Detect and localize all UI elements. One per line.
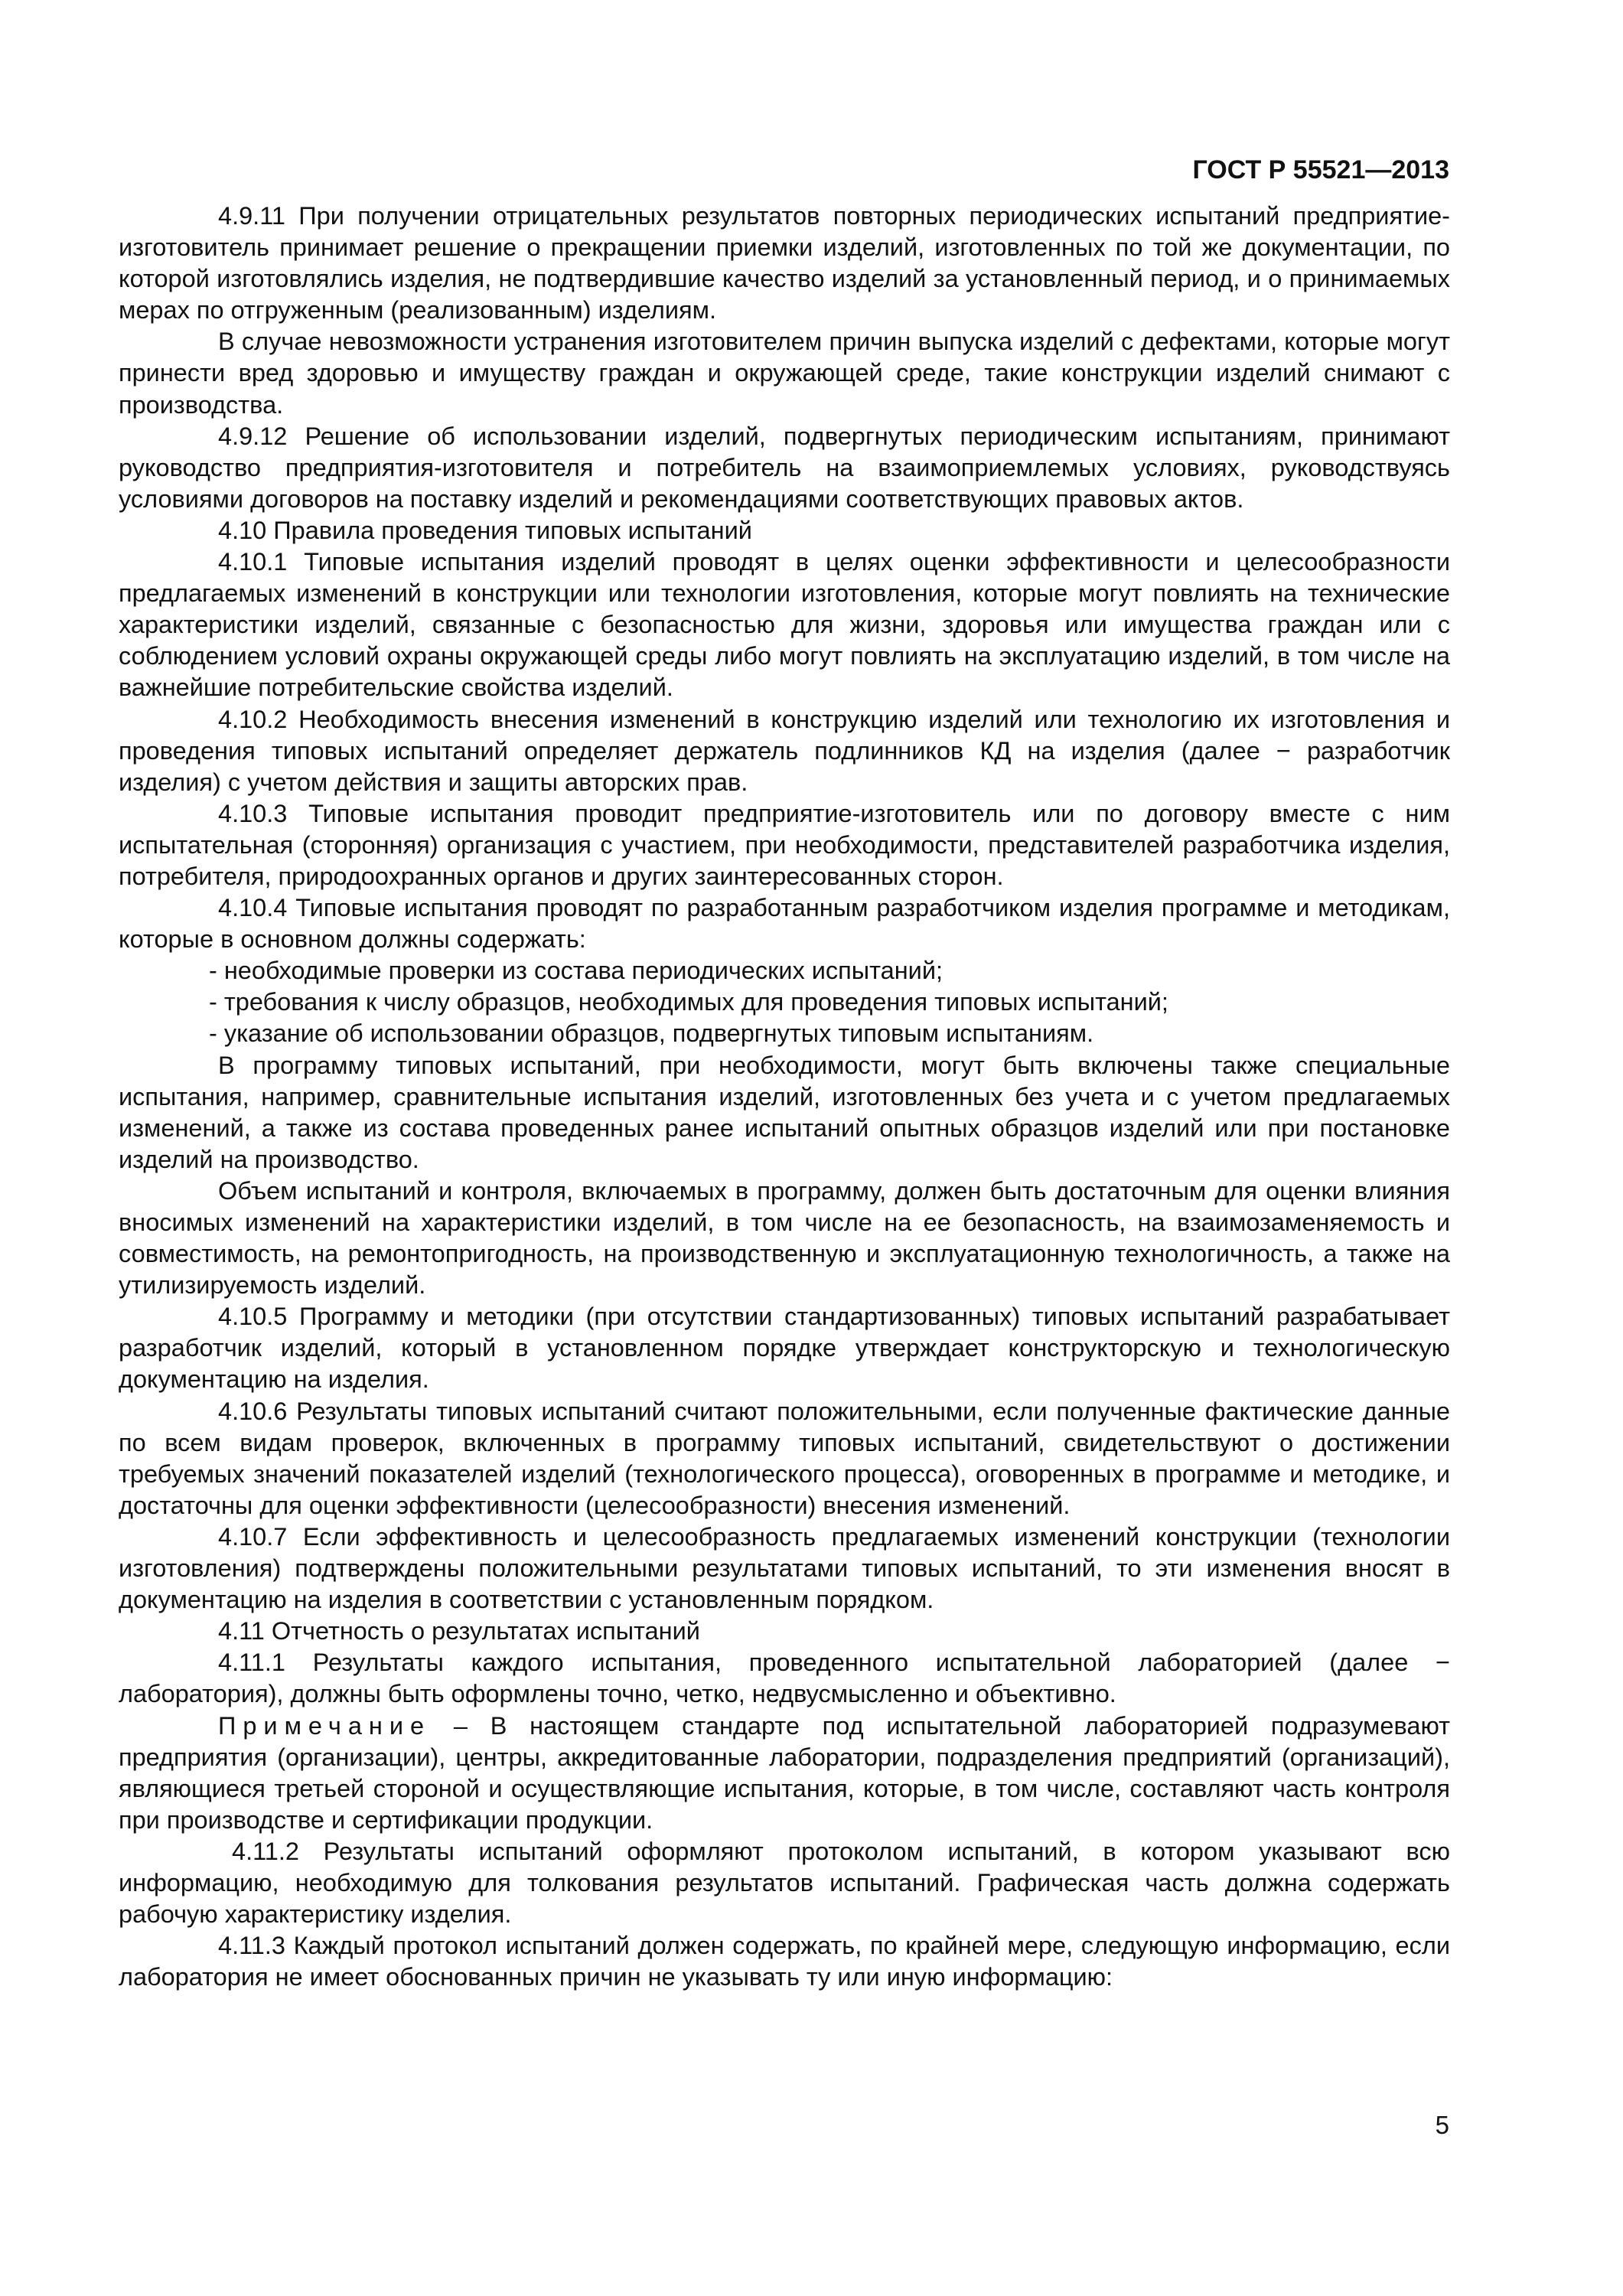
list-item: - указание об использовании образцов, подвергнутых типовым испытаниям. bbox=[209, 1019, 1094, 1048]
document-body bbox=[119, 201, 1450, 1993]
list-item: - необходимые проверки из состава периодических испытаний; bbox=[209, 957, 943, 985]
paragraph-4-9-12: 4.9.12 Решение об использовании изделий, подвергнутых периодическим испытаниям, принимают руководство предприятия-изготовителя и потребитель на взаимоприемлемых условиях, руководствуясь условиями договоров на поставку изделий и рекомендациями соответствующих правовых актов. bbox=[119, 422, 1450, 513]
paragraph-4-10-4: 4.10.4 Типовые испытания проводят по разработанным разработчиком изделия программе и методикам, которые в основном должны содержать: bbox=[119, 894, 1450, 954]
paragraph-4-10-5: 4.10.5 Программу и методики (при отсутствии стандартизованных) типовых испытаний разрабатывает разработчик изделий, который в установленном порядке утверждает конструкторскую и технологическую документацию на изделия. bbox=[119, 1303, 1450, 1394]
paragraph-4-11-2: 4.11.2 Результаты испытаний оформляют протоколом испытаний, в котором указывают всю информацию, необходимую для толкования результатов испытаний. Графическая часть должна содержать рабочую характеристику изделия. bbox=[119, 1837, 1450, 1929]
paragraph: Объем испытаний и контроля, включаемых в программу, должен быть достаточным для оценки влияния вносимых изменений на характеристики изделий, в том числе на ее безопасность, на взаимозаменяемость и совместимость, на ремонтопригодность, на производственную и эксплуатационную технологичность, а также на утилизируемость изделий. bbox=[119, 1176, 1450, 1300]
paragraph-4-10-7: 4.10.7 Если эффективность и целесообразность предлагаемых изменений конструкции (технологии изготовления) подтверждены положительными результатами типовых испытаний, то эти изменения вносят в документацию на изделия в соответствии с установленным порядком. bbox=[119, 1522, 1450, 1614]
note-label: Примечание bbox=[218, 1711, 432, 1740]
paragraph-4-9-11: 4.9.11 При получении отрицательных результатов повторных периодических испытаний предприятие-изготовитель принимает решение о прекращении приемки изделий, изготовленных по той же документации, по которой изготовлялись изделия, не подтвердившие качество изделий за установленный период, и о принимаемых мерах по отгруженным (реализованным) изделиям. bbox=[119, 202, 1450, 325]
paragraph: В программу типовых испытаний, при необходимости, могут быть включены также специальные испытания, например, сравнительные испытания изделий, изготовленных без учета и с учетом предлагаемых изменений, а также из состава проведенных ранее испытаний опытных образцов изделий или при постановке изделий на производство. bbox=[119, 1051, 1450, 1173]
paragraph-4-10-3: 4.10.3 Типовые испытания проводит предприятие-изготовитель или по договору вместе с ним испытательная (сторонняя) организация с участием, при необходимости, представителей разработчика изделия, потребителя, природоохранных органов и других заинтересованных сторон. bbox=[119, 799, 1450, 890]
section-heading-4-11: 4.11 Отчетность о результатах испытаний bbox=[218, 1617, 700, 1645]
paragraph-4-11-1: 4.11.1 Результаты каждого испытания, проведенного испытательной лабораторией (далее − лаборатория), должны быть оформлены точно, четко, недвусмысленно и объективно. bbox=[119, 1649, 1450, 1708]
paragraph-4-10-1: 4.10.1 Типовые испытания изделий проводят в целях оценки эффективности и целесообразности предлагаемых изменений в конструкции или технологии изготовления, которые могут повлиять на технические характеристики изделий, связанные с безопасностью для жизни, здоровья или имущества граждан или с соблюдением условий охраны окружающей среды либо могут повлиять на эксплуатацию изделий, в том числе на важнейшие потребительские свойства изделий. bbox=[119, 548, 1450, 702]
paragraph-4-11-3: 4.11.3 Каждый протокол испытаний должен содержать, по крайней мере, следующую информацию, если лаборатория не имеет обоснованных причин не указывать ту или иную информацию: bbox=[119, 1932, 1450, 1991]
list-item: - требования к числу образцов, необходимых для проведения типовых испытаний; bbox=[209, 988, 1168, 1016]
section-heading-4-10: 4.10 Правила проведения типовых испытаний bbox=[218, 516, 752, 544]
paragraph: В случае невозможности устранения изготовителем причин выпуска изделий с дефектами, которые могут принести вред здоровью и имуществу граждан и окружающей среде, такие конструкции изделий снимают с производства. bbox=[119, 328, 1450, 419]
paragraph-4-10-6: 4.10.6 Результаты типовых испытаний считают положительными, если полученные фактические данные по всем видам проверок, включенных в программу типовых испытаний, свидетельствуют о достижении требуемых значений показателей изделий (технологического процесса), оговоренных в программе и методике, и достаточны для оценки эффективности (целесообразности) внесения изменений. bbox=[119, 1397, 1450, 1519]
paragraph-4-10-2: 4.10.2 Необходимость внесения изменений в конструкцию изделий или технологию их изготовления и проведения типовых испытаний определяет держатель подлинников КД на изделия (далее − разработчик изделия) с учетом действия и защиты авторских прав. bbox=[119, 705, 1450, 796]
page-number: 5 bbox=[1435, 2111, 1449, 2139]
note-text: – В настоящем стандарте под испытательной лабораторией подразумевают предприятия (организации), центры, аккредитованные лаборатории, подразделения предприятий (организаций), являющиеся третьей стороной и осуществляющие испытания, которые, в том числе, составляют часть контроля при производстве и сертификации продукции. bbox=[119, 1711, 1450, 1834]
note bbox=[119, 1711, 1450, 1836]
document-header: ГОСТ Р 55521—2013 bbox=[1192, 155, 1449, 184]
